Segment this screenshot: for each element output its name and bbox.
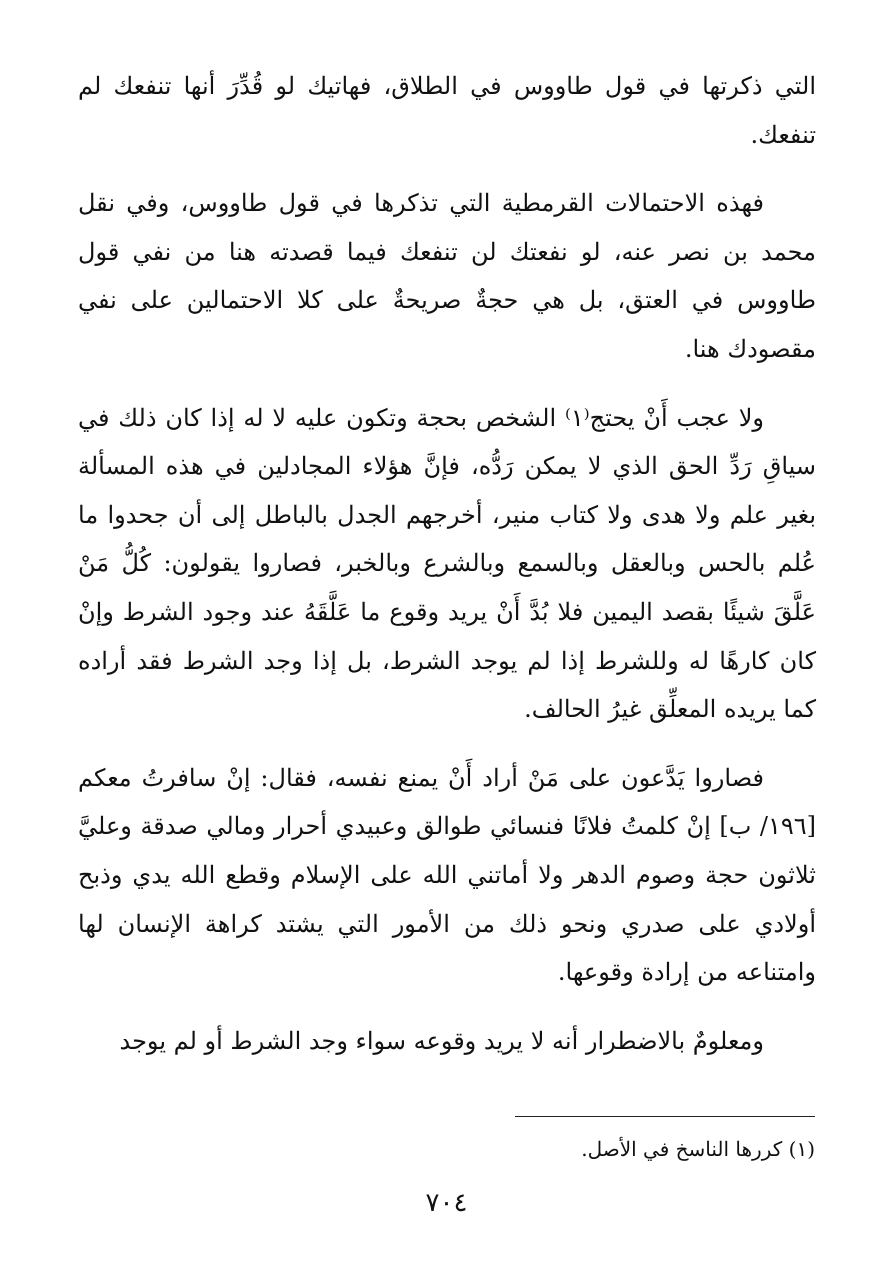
paragraph-4: فصاروا يَدَّعون على مَنْ أراد أَنْ يمنع نفسه، فقال: إنْ سافرتُ معكم [١٩٦/ ب] إنْ كلمتُ فلانًا فنسائي طوالق وعبيدي أحرار ومالي صدقة وعليَّ ثلاثون حجة وصوم الدهر ولا أماتني الله على الإسلام وقطع الله يدي وذبح أولادي على صدري ونحو ذلك من الأمور التي يشتد كراهة الإنسان لها وامتناعه من إرادة وقوعها. [78, 763, 816, 987]
paragraph-3: ولا عجب أَنْ يحتج⁽١⁾ الشخص بحجة وتكون عليه لا له إذا كان ذلك في سياقِ رَدِّ الحق الذي لا يمكن رَدُّه، فإنَّ هؤلاء المجادلين في هذه المسألة بغير علم ولا هدى ولا كتاب منير، أخرجهم الجدل بالباطل إلى أن جحدوا ما عُلم بالحس وبالعقل وبالسمع وبالشرع وبالخبر، فصاروا يقولون: كُلُّ مَنْ عَلَّقَ شيئًا بقصد اليمين فلا بُدَّ أَنْ يريد وقوع ما عَلَّقَهُ عند وجود الشرط وإنْ كان كارهًا له وللشرط إذا لم يوجد الشرط، بل إذا وجد الشرط فقد أراده كما يريده المعلِّق غيرُ الحالف. [78, 403, 817, 724]
footnote-divider [515, 1116, 815, 1117]
paragraph-2: فهذه الاحتمالات القرمطية التي تذكرها في قول طاووس، وفي نقل محمد بن نصر عنه، لو نفعتك لن تنفعك فيما قصدته هنا من نفي قول طاووس في العتق، بل هي حجةٌ صريحةٌ على كلا الاحتمالين على نفي مقصودك هنا. [78, 189, 816, 363]
footnote: (١) كررها الناسخ في الأصل. [581, 1137, 815, 1161]
page-number: ٧٠٤ [425, 1188, 468, 1218]
paragraph-5: ومعلومٌ بالاضطرار أنه لا يريد وقوعه سواء وجد الشرط أو لم يوجد [119, 1026, 764, 1055]
page-body [78, 62, 816, 1085]
paragraph-1: التي ذكرتها في قول طاووس في الطلاق، فهاتيك لو قُدِّرَ أنها تنفعك لم تنفعك. [78, 72, 816, 149]
